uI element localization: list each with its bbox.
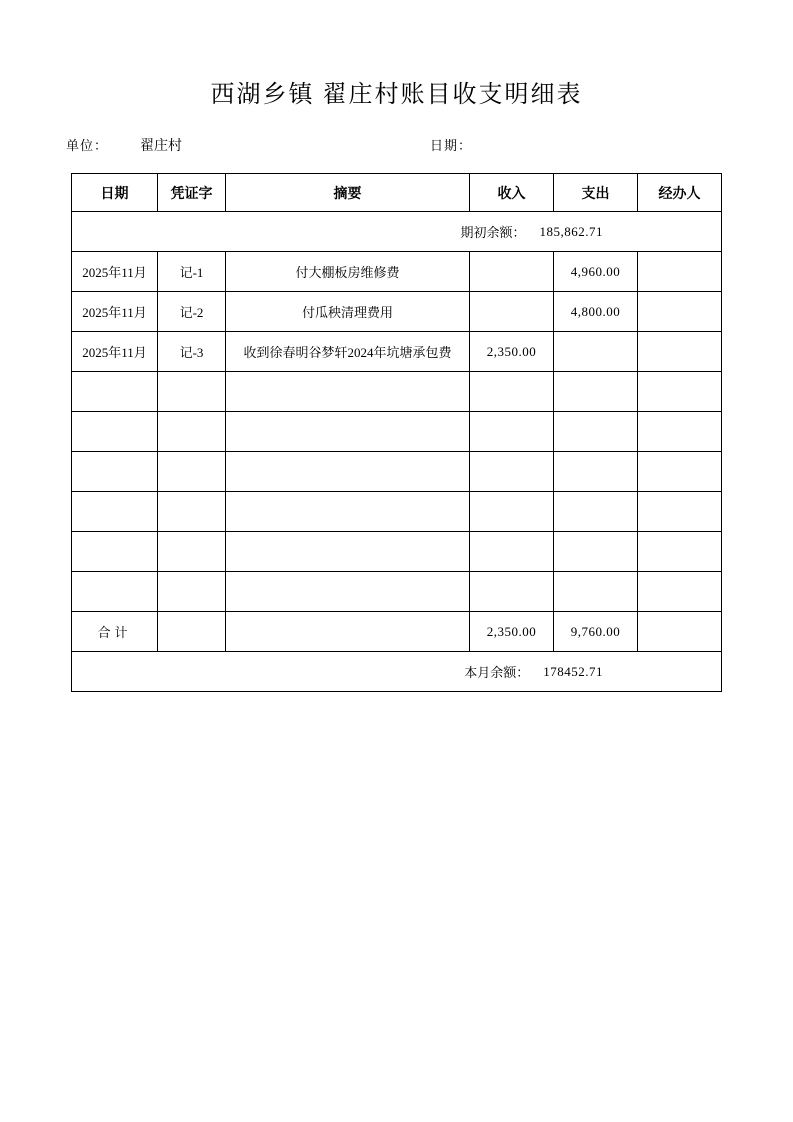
cell-income (470, 532, 554, 572)
table-row (72, 572, 722, 612)
cell-voucher: 记-1 (158, 252, 226, 292)
table-row (72, 252, 722, 292)
document-meta (0, 135, 793, 155)
cell-expense (554, 372, 638, 412)
cell-expense (554, 532, 638, 572)
total-row (72, 612, 722, 652)
total-expense: 9,760.00 (554, 612, 638, 652)
cell-voucher: 记-2 (158, 292, 226, 332)
closing-balance-row (72, 652, 722, 692)
cell-expense (554, 492, 638, 532)
cell-date (72, 492, 158, 532)
column-header-expense: 支出 (554, 174, 638, 212)
total-handler (638, 612, 722, 652)
cell-handler (638, 532, 722, 572)
closing-balance-label: 本月余额： (464, 665, 530, 680)
cell-voucher (158, 532, 226, 572)
cell-voucher (158, 492, 226, 532)
cell-expense (554, 452, 638, 492)
cell-income (470, 572, 554, 612)
table-row (72, 492, 722, 532)
cell-date (72, 412, 158, 452)
column-header-voucher: 凭证字 (158, 174, 226, 212)
cell-expense: 4,800.00 (554, 292, 638, 332)
cell-handler (638, 292, 722, 332)
cell-expense: 4,960.00 (554, 252, 638, 292)
table-row (72, 372, 722, 412)
table-row (72, 332, 722, 372)
table-row (72, 532, 722, 572)
cell-summary (226, 372, 470, 412)
cell-voucher: 记-3 (158, 332, 226, 372)
cell-voucher (158, 412, 226, 452)
cell-income (470, 372, 554, 412)
cell-voucher (158, 572, 226, 612)
cell-summary: 收到徐春明谷梦轩2024年坑塘承包费 (226, 332, 470, 372)
total-income: 2,350.00 (470, 612, 554, 652)
cell-income (470, 412, 554, 452)
cell-expense (554, 412, 638, 452)
unit-value: 翟庄村 (140, 139, 183, 154)
opening-balance-value: 185,862.71 (539, 223, 603, 239)
cell-voucher (158, 372, 226, 412)
cell-date: 2025年11月 (72, 332, 158, 372)
table-header-row (72, 174, 722, 212)
cell-summary (226, 492, 470, 532)
cell-handler (638, 572, 722, 612)
cell-date (72, 452, 158, 492)
closing-balance-value: 178452.71 (543, 663, 603, 679)
total-voucher (158, 612, 226, 652)
column-header-income: 收入 (470, 174, 554, 212)
table-row (72, 412, 722, 452)
cell-income: 2,350.00 (470, 332, 554, 372)
cell-summary: 付大棚板房维修费 (226, 252, 470, 292)
total-summary (226, 612, 470, 652)
cell-summary (226, 572, 470, 612)
cell-date (72, 532, 158, 572)
table-row (72, 452, 722, 492)
cell-date: 2025年11月 (72, 252, 158, 292)
cell-summary (226, 532, 470, 572)
cell-expense (554, 332, 638, 372)
cell-handler (638, 332, 722, 372)
total-label: 合计 (72, 612, 158, 652)
cell-summary (226, 452, 470, 492)
cell-expense (554, 572, 638, 612)
cell-date (72, 572, 158, 612)
column-header-handler: 经办人 (638, 174, 722, 212)
opening-balance-row (72, 212, 722, 252)
table-row (72, 292, 722, 332)
opening-balance-label: 期初余额： (460, 225, 526, 240)
cell-date (72, 372, 158, 412)
cell-handler (638, 492, 722, 532)
cell-summary: 付瓜秧清理费用 (226, 292, 470, 332)
cell-income (470, 292, 554, 332)
closing-balance-cell (72, 652, 722, 692)
unit-label: 单位： (66, 138, 109, 153)
column-header-date: 日期 (72, 174, 158, 212)
ledger-table (71, 173, 722, 692)
cell-handler (638, 372, 722, 412)
cell-summary (226, 412, 470, 452)
cell-income (470, 492, 554, 532)
date-label: 日期： (430, 138, 473, 153)
cell-handler (638, 412, 722, 452)
cell-income (470, 452, 554, 492)
opening-balance-cell (72, 212, 722, 252)
column-header-summary: 摘要 (226, 174, 470, 212)
cell-income (470, 252, 554, 292)
cell-date: 2025年11月 (72, 292, 158, 332)
cell-handler (638, 252, 722, 292)
page-title: 西湖乡镇 翟庄村账目收支明细表 (210, 82, 583, 108)
cell-voucher (158, 452, 226, 492)
cell-handler (638, 452, 722, 492)
